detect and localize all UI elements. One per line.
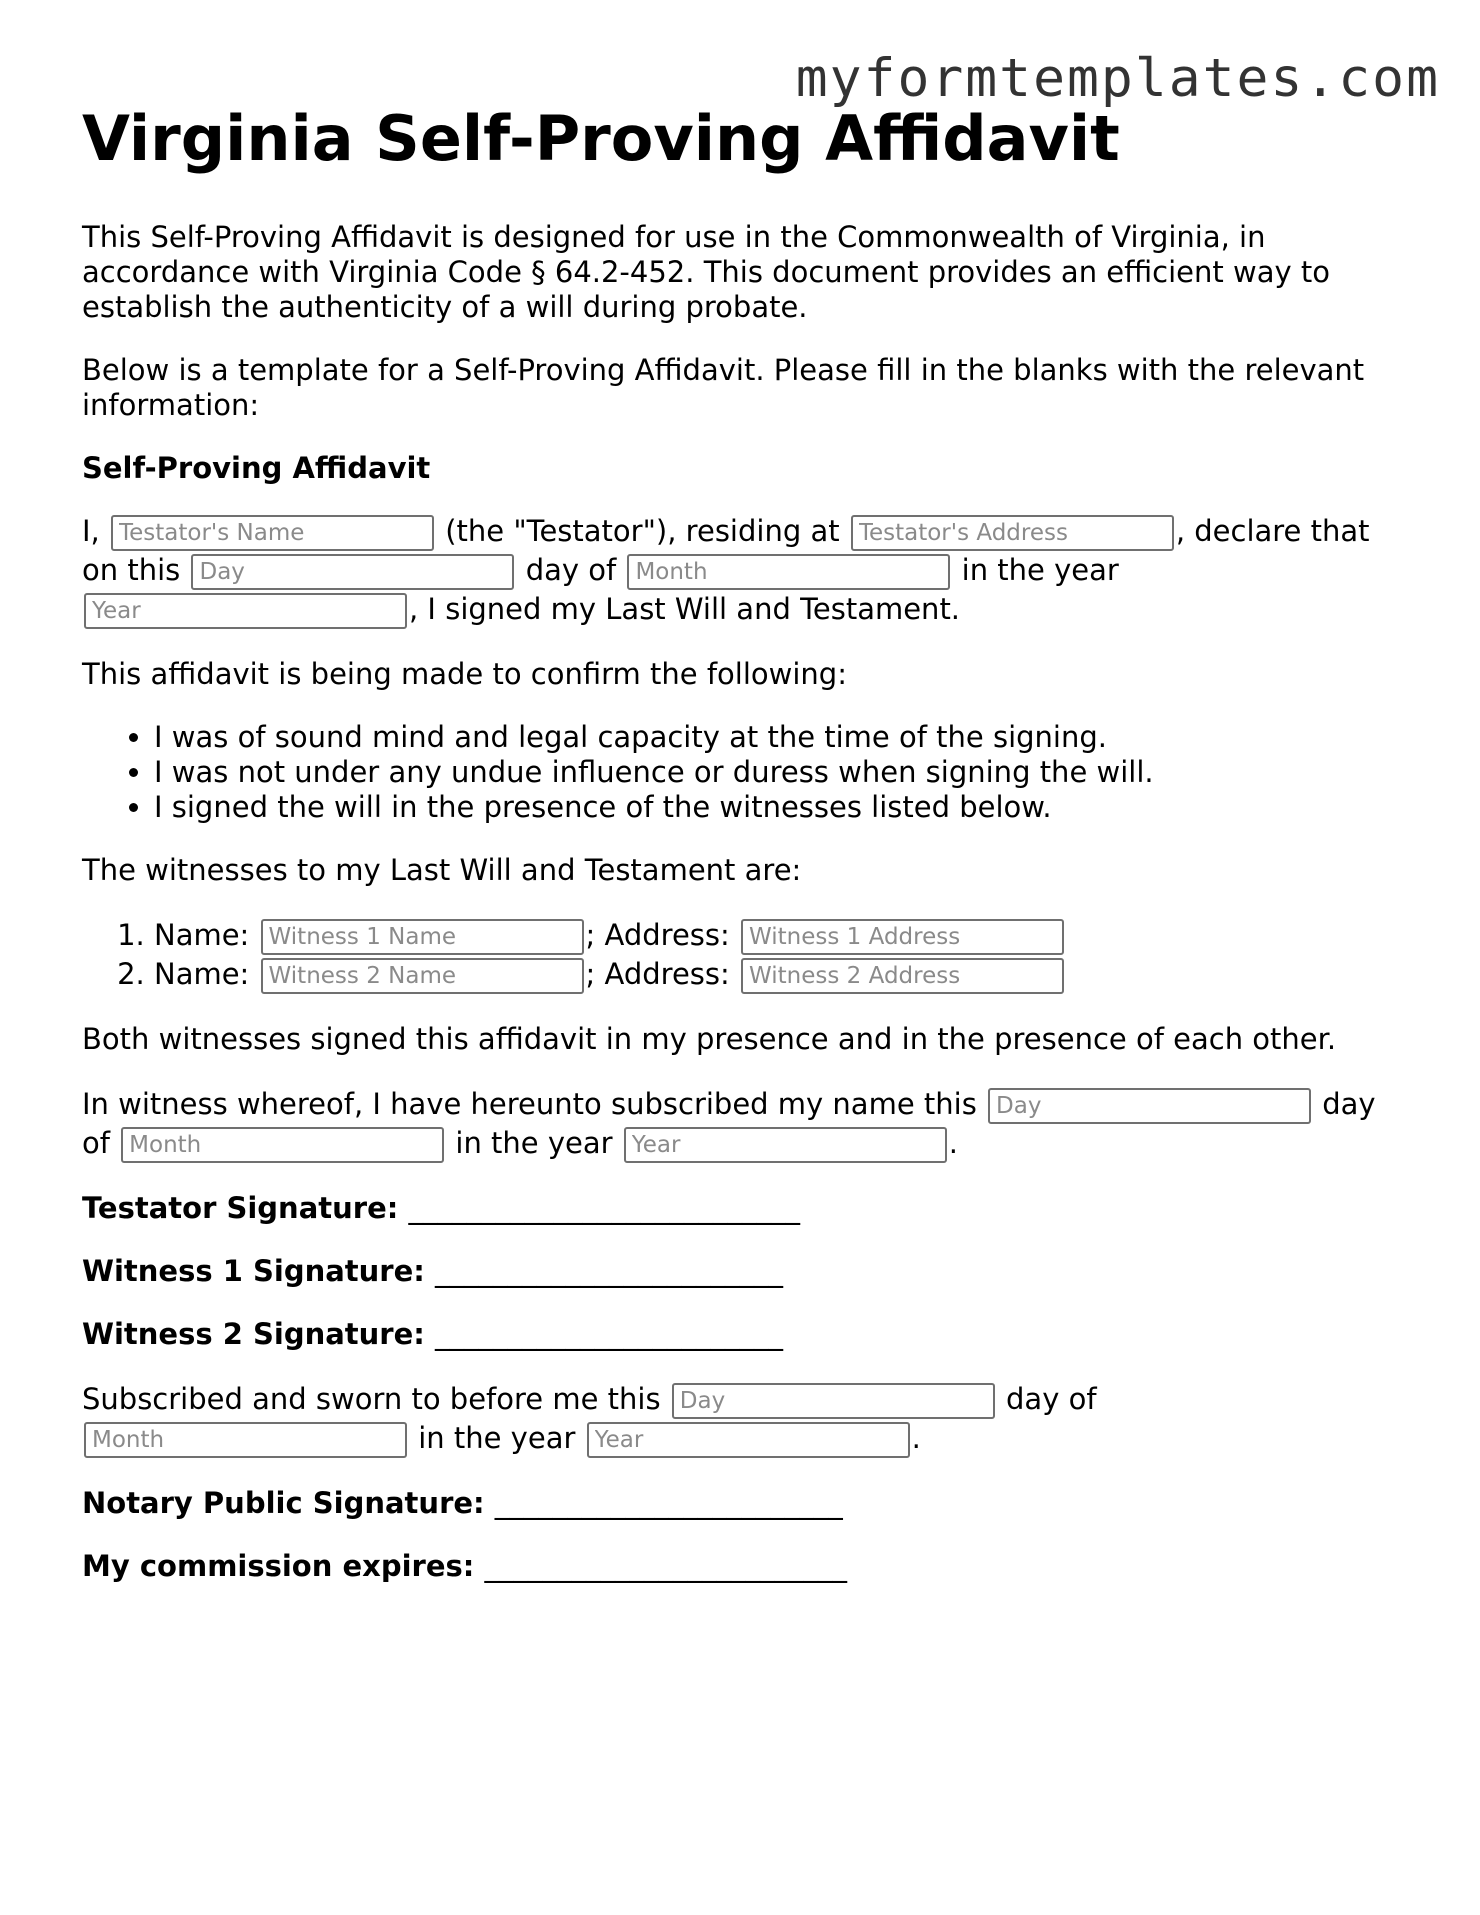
list-item: • I signed the will in the presence of the witnesses listed below. <box>154 790 1402 825</box>
document-page <box>82 100 1402 1612</box>
witness-address-label: ; Address: <box>585 957 740 991</box>
sworn-text: day of <box>996 1382 1097 1416</box>
signature-blank: ___________________________ <box>408 1191 800 1225</box>
whereof-month-field[interactable] <box>121 1127 444 1163</box>
whereof-year-field[interactable] <box>624 1127 947 1163</box>
signature-label: Testator Signature: <box>82 1191 409 1225</box>
sworn-year-field[interactable] <box>587 1422 910 1458</box>
testator-name-field[interactable] <box>111 515 434 551</box>
sworn-paragraph <box>82 1380 1402 1458</box>
witness-1-address-field[interactable] <box>741 919 1064 955</box>
declaration-text: , declare that on this <box>82 514 1370 587</box>
declaration-text: , I signed my Last Will and Testament. <box>409 592 961 626</box>
sworn-text: . <box>911 1421 921 1455</box>
witness-2-signature-line <box>82 1317 1402 1352</box>
instructions-paragraph: Below is a template for a Self-Proving Affidavit. Please fill in the blanks with the relevant information: <box>82 353 1365 422</box>
whereof-text: . <box>948 1126 958 1160</box>
signature-label: Witness 2 Signature: <box>82 1317 435 1351</box>
witness-list <box>82 916 1402 994</box>
declaration-text: in the year <box>952 553 1119 587</box>
whereof-day-field[interactable] <box>988 1088 1311 1124</box>
notary-signature-line <box>82 1486 1402 1521</box>
witness-1-name-field[interactable] <box>261 919 584 955</box>
witness-2-name-field[interactable] <box>261 958 584 994</box>
witness-item <box>154 955 1402 994</box>
witness-item <box>154 916 1402 955</box>
witness-1-signature-line <box>82 1254 1402 1289</box>
list-item: • I was not under any undue influence or duress when signing the will. <box>154 755 1402 790</box>
sworn-month-field[interactable] <box>84 1422 407 1458</box>
signing-year-field[interactable] <box>84 593 407 629</box>
witness-name-label: Name: <box>154 957 259 991</box>
whereof-paragraph <box>82 1085 1402 1163</box>
signature-blank: ________________________ <box>494 1486 843 1520</box>
witness-address-label: ; Address: <box>585 918 740 952</box>
sworn-text: Subscribed and sworn to before me this <box>82 1382 670 1416</box>
witness-intro: The witnesses to my Last Will and Testament are: <box>82 853 802 887</box>
testator-signature-line <box>82 1191 1402 1226</box>
signature-blank: ________________________ <box>434 1254 783 1288</box>
witness-2-address-field[interactable] <box>741 958 1064 994</box>
commission-expires-line <box>82 1549 1402 1584</box>
signature-label: Notary Public Signature: <box>82 1486 495 1520</box>
sworn-text: in the year <box>409 1421 585 1455</box>
declaration-text: I, <box>82 514 109 548</box>
intro-paragraph: This Self-Proving Affidavit is designed for use in the Commonwealth of Virginia, in accordance with Virginia Code § 64.2-452. This document provides an efficient way to establish the authenticity of a will during probate. <box>82 220 1330 324</box>
signature-label: My commission expires: <box>82 1549 485 1583</box>
declaration-paragraph <box>82 512 1402 629</box>
testator-address-field[interactable] <box>851 515 1174 551</box>
signing-month-field[interactable] <box>627 554 950 590</box>
whereof-text: day of <box>82 1087 1376 1160</box>
declaration-text: (the "Testator"), residing at <box>436 514 849 548</box>
section-heading: Self-Proving Affidavit <box>82 451 431 485</box>
confirm-list <box>82 720 1402 825</box>
site-watermark: myformtemplates.com <box>795 48 1440 109</box>
confirm-intro: This affidavit is being made to confirm the following: <box>82 657 847 691</box>
whereof-text: In witness whereof, I have hereunto subscribed my name this <box>82 1087 987 1121</box>
declaration-text: day of <box>516 553 626 587</box>
signature-label: Witness 1 Signature: <box>82 1254 435 1288</box>
signature-blank: _________________________ <box>484 1549 847 1583</box>
page-title: Virginia Self-Proving Affidavit <box>82 102 1120 175</box>
both-signed-paragraph: Both witnesses signed this affidavit in my presence and in the presence of each other. <box>82 1022 1337 1056</box>
sworn-day-field[interactable] <box>672 1383 995 1419</box>
signing-day-field[interactable] <box>191 554 514 590</box>
whereof-text: in the year <box>446 1126 622 1160</box>
witness-name-label: Name: <box>154 918 259 952</box>
signature-blank: ________________________ <box>434 1317 783 1351</box>
list-item: • I was of sound mind and legal capacity at the time of the signing. <box>154 720 1402 755</box>
